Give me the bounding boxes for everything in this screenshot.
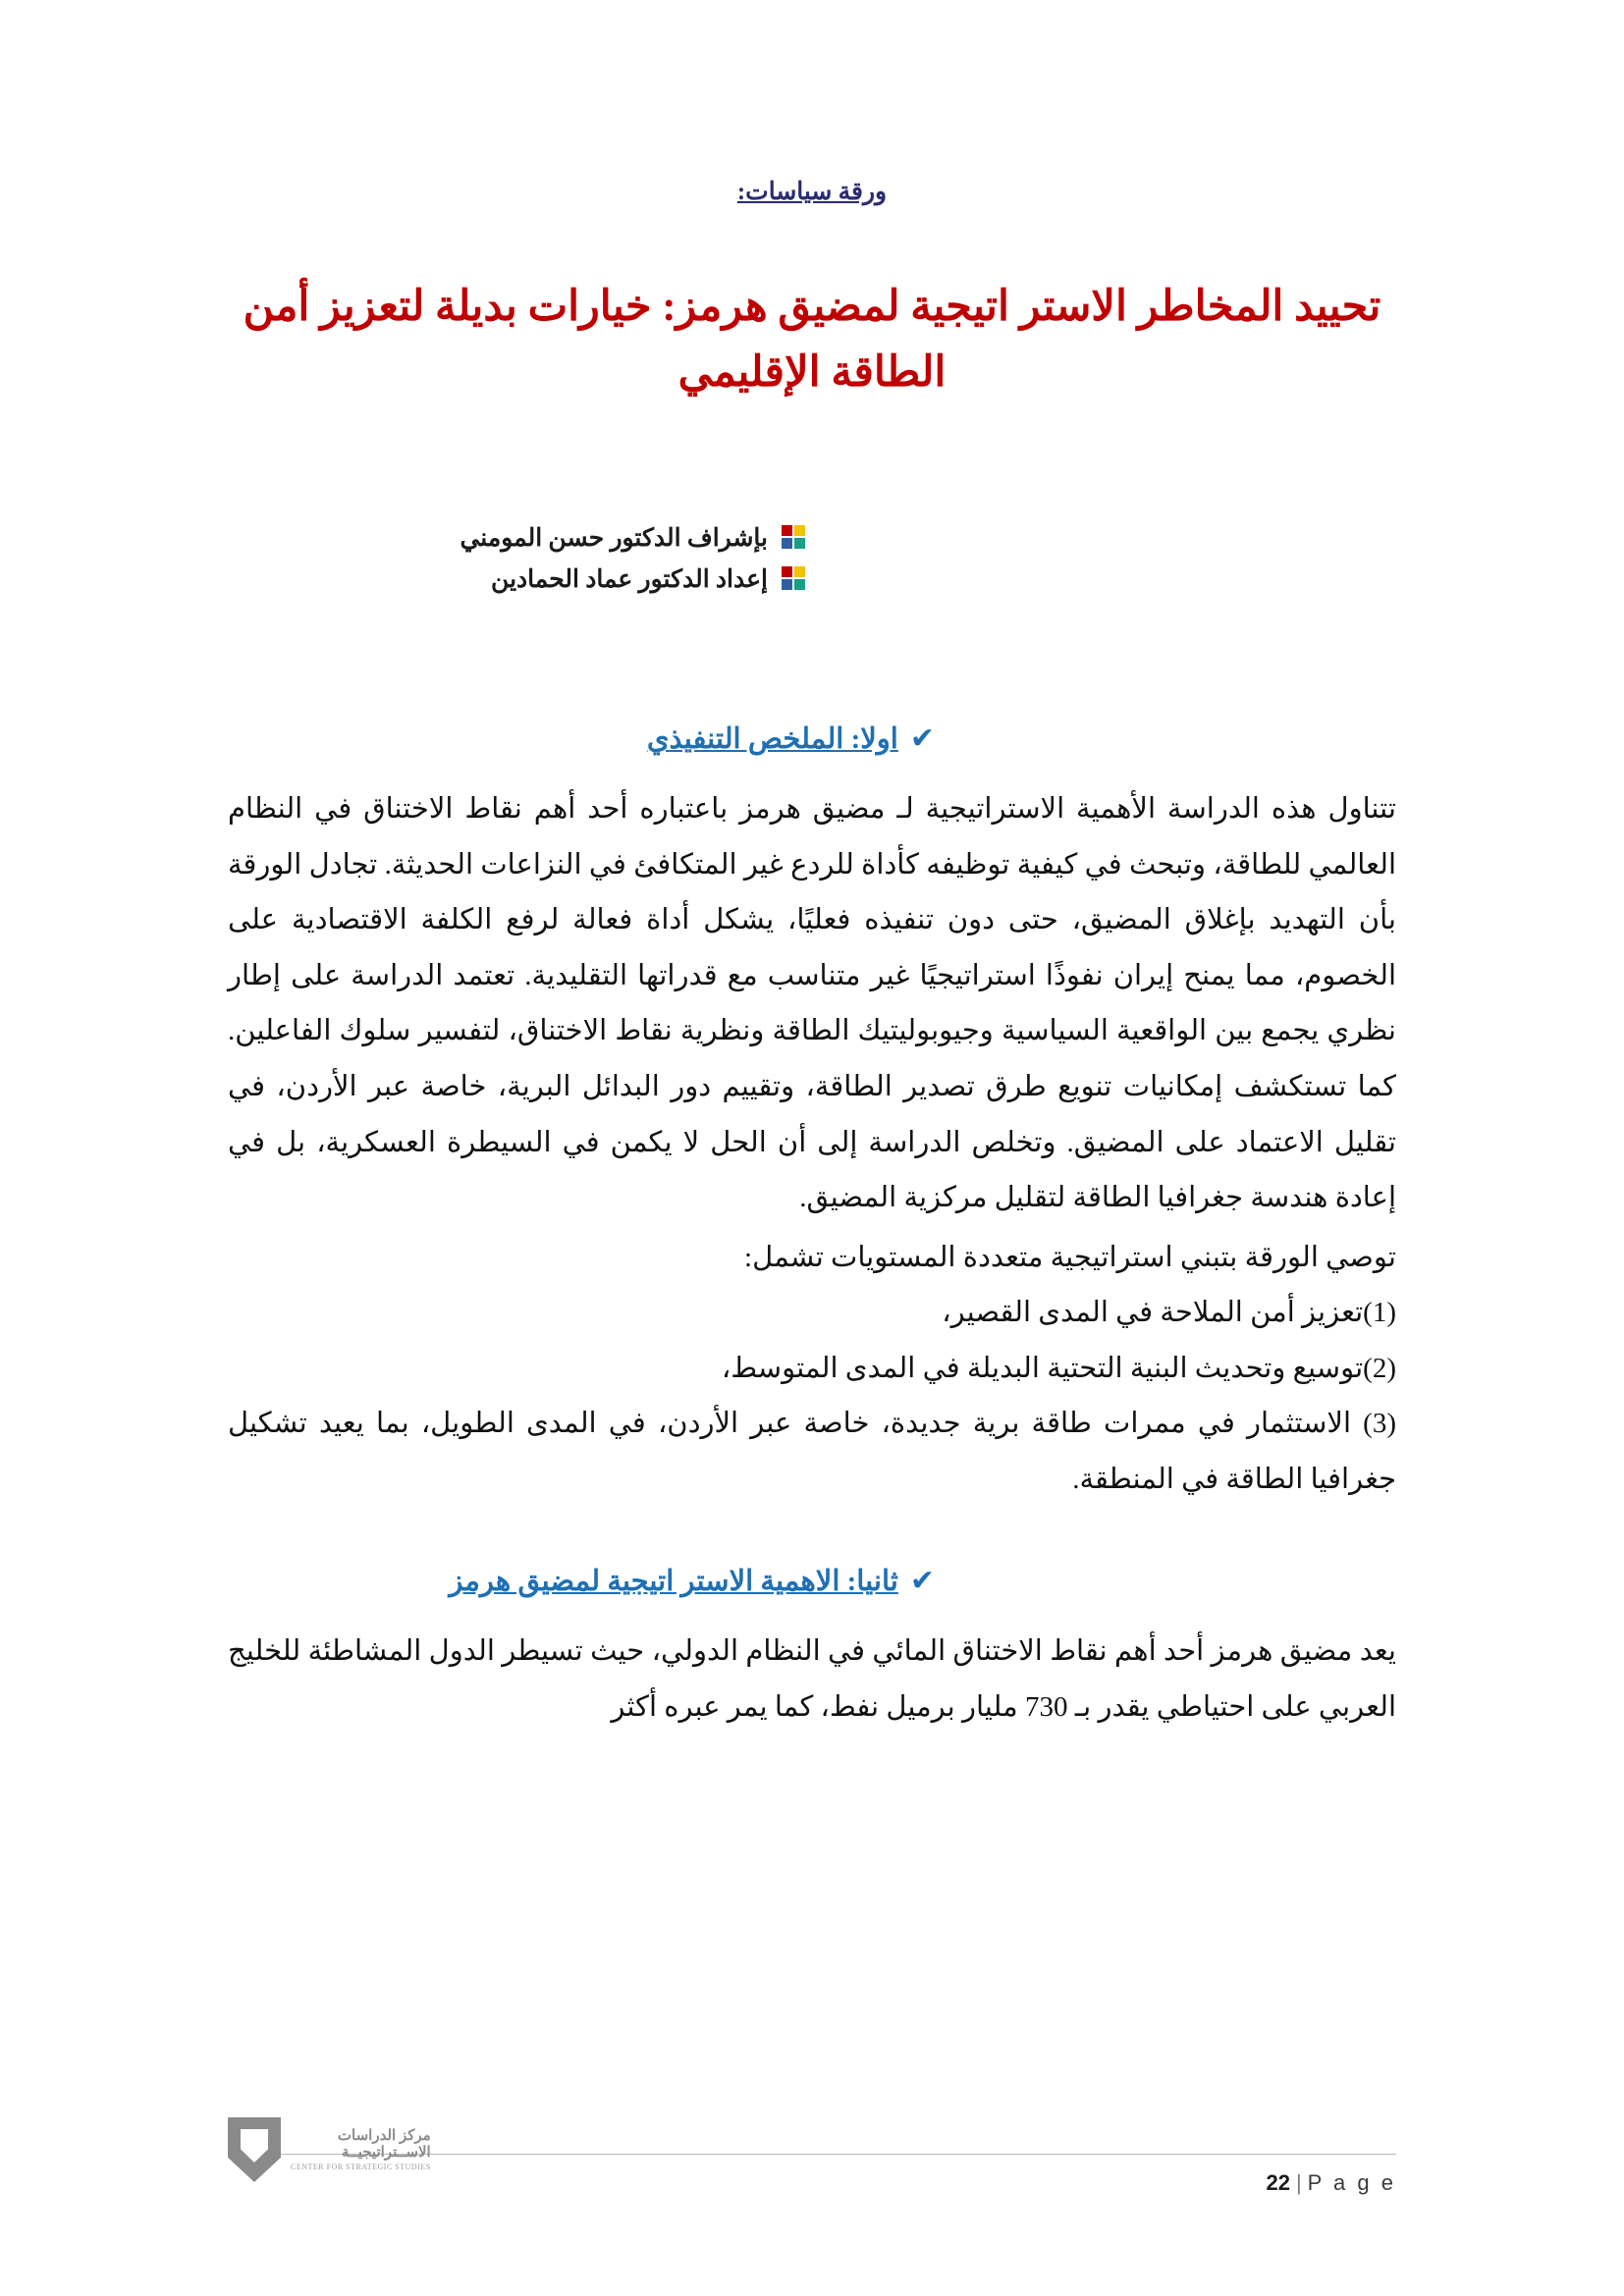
- section-heading-strategic-importance: [228, 1564, 1396, 1598]
- section-heading-executive-summary: [228, 721, 1396, 756]
- credit-row: [228, 564, 1396, 594]
- document-kicker: ورقة سياسات:: [736, 179, 888, 205]
- shield-icon: [228, 2117, 281, 2182]
- four-square-bullet-icon: [782, 566, 807, 592]
- recommendation-item: (3) الاستثمار في ممرات طاقة برية جديدة، خاصة عبر الأردن، في المدى الطويل، بما يعيد تشكيل جغرافيا الطاقة في المنطقة.: [228, 1408, 1396, 1495]
- page-label: P a g e: [1307, 2170, 1396, 2195]
- organization-logo: [228, 2117, 431, 2182]
- author-label: إعداد الدكتور عماد الحمادين: [491, 566, 768, 594]
- page-title: تحييد المخاطر الاستر اتيجية لمضيق هرمز: خيارات بديلة لتعزيز أمن الطاقة الإقليمي: [243, 284, 1381, 396]
- four-square-bullet-icon: [782, 525, 807, 551]
- section-1-paragraph-1: تتناول هذه الدراسة الأهمية الاستراتيجية لـ مضيق هرمز باعتباره أحد أهم نقاط الاختناق في النظام العالمي للطاقة، وتبحث في كيفية توظيفه كأداة للردع غير المتكافئ في النزاعات الحديثة. تجادل الورقة بأن التهديد بإغلاق المضيق، حتى دون تنفيذه فعليًا، يشكل أداة فعالة لرفع الكلفة الاقتصادية على الخصوم، مما يمنح إيران نفوذًا استراتيجيًا غير متناسب مع قدراتها التقليدية. تعتمد الدراسة على إطار نظري يجمع بين الواقعية السياسية وجيوبوليتيك الطاقة ونظرية نقاط الاختناق، لتفسير سلوك الفاعلين. كما تستكشف إمكانيات تنويع طرق تصدير الطاقة، وتقييم دور البدائل البرية، خاصة عبر الأردن، في تقليل الاعتماد على المضيق. وتخلص الدراسة إلى أن الحل لا يكمن في السيطرة العسكرية، بل في إعادة هندسة جغرافيا الطاقة لتقليل مركزية المضيق.: [228, 793, 1396, 1214]
- logo-line-3: CENTER FOR STRATEGIC STUDIES: [291, 2162, 431, 2171]
- page-number-block: [1266, 2170, 1396, 2196]
- credits-block: [228, 523, 1396, 594]
- section-1-paragraph-2: توصي الورقة بتبني استراتيجية متعددة المستويات تشمل:: [744, 1241, 1396, 1273]
- section-1-heading-label: اولا: الملخص التنفيذي: [646, 723, 898, 756]
- credit-row: [228, 523, 1396, 553]
- page-number: 22: [1266, 2170, 1290, 2195]
- section-2-heading-label: ثانيا: الاهمية الاستر اتيجية لمضيق هرمز: [449, 1566, 898, 1598]
- logo-line-1: مركز الدراسات: [337, 2128, 431, 2145]
- logo-text: [291, 2128, 431, 2171]
- recommendation-item: (2)توسيع وتحديث البنية التحتية البديلة في المدى المتوسط،: [721, 1352, 1396, 1384]
- page-content: [228, 177, 1396, 1738]
- page-number-separator: |: [1295, 2170, 1302, 2195]
- recommendation-item: (1)تعزيز أمن الملاحة في المدى القصير،: [942, 1297, 1396, 1329]
- logo-line-2: الاســتراتيجيــة: [341, 2145, 431, 2162]
- check-icon: ✔: [909, 1564, 935, 1597]
- section-2-paragraph-1: يعد مضيق هرمز أحد أهم نقاط الاختناق المائي في النظام الدولي، حيث تسيطر الدول المشاطئة للخليج العربي على احتياطي يقدر بـ 730 مليار برميل نفط، كما يمر عبره أكثر: [228, 1635, 1396, 1723]
- page-footer: [228, 2128, 1396, 2223]
- supervisor-label: بإشراف الدكتور حسن المومني: [460, 525, 768, 553]
- check-icon: ✔: [909, 721, 935, 755]
